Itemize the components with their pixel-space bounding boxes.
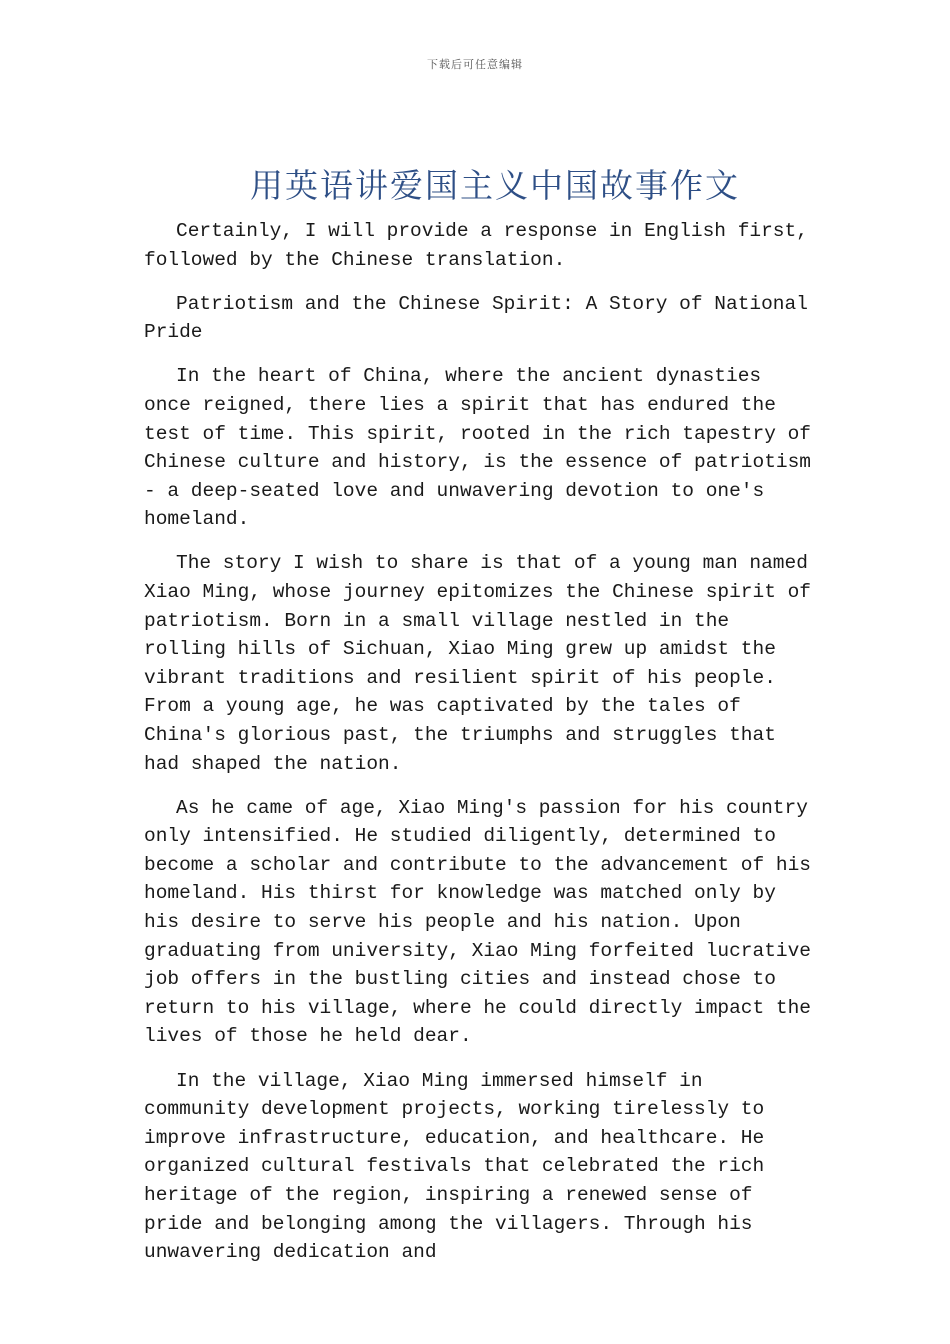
document-body	[144, 217, 814, 1282]
paragraph-coming-of-age: As he came of age, Xiao Ming's passion for his country only intensified. He studied diligently, determined to become a scholar and contribute to the advancement of his homeland. His thirst for knowledge was matched only by his desire to serve his people and his nation. Upon graduating from university, Xiao Ming forfeited lucrative job offers in the bustling cities and instead chose to return to his village, where he could directly impact the lives of those he held dear.	[144, 796, 812, 1048]
paragraph-xiao-ming-story: The story I wish to share is that of a young man named Xiao Ming, whose journey epitomizes the Chinese spirit of patriotism. Born in a small village nestled in the rolling hills of Sichuan, Xiao Ming grew up amidst the vibrant traditions and resilient spirit of his people. From a young age, he was captivated by the tales of China's glorious past, the triumphs and struggles that had shaped the nation.	[144, 552, 812, 775]
paragraph-heart-of-china: In the heart of China, where the ancient dynasties once reigned, there lies a spirit that has endured the test of time. This spirit, rooted in the rich tapestry of Chinese culture and history, is the essence of patriotism - a deep-seated love and unwavering devotion to one's homeland.	[144, 365, 812, 531]
paragraph-subtitle: Patriotism and the Chinese Spirit: A Story of National Pride	[144, 292, 808, 344]
paragraph-intro: Certainly, I will provide a response in English first, followed by the Chinese translation.	[144, 220, 808, 271]
page-title: 用英语讲爱国主义中国故事作文	[250, 166, 740, 205]
paragraph-village-work: In the village, Xiao Ming immersed himself in community development projects, working tirelessly to improve infrastructure, education, and healthcare. He organized cultural festivals that celebrated the rich heritage of the region, inspiring a renewed sense of pride and belonging among the villagers. Through his unwavering dedication and	[144, 1069, 765, 1264]
header-note: 下载后可任意编辑	[427, 58, 523, 71]
